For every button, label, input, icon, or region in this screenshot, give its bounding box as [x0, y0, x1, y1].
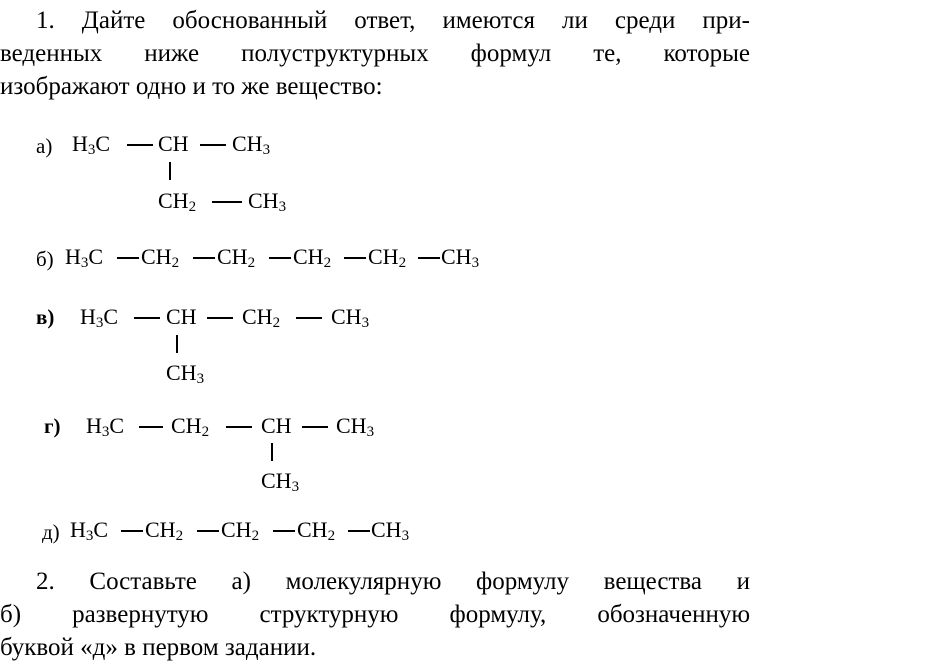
- formula-v-bond-2: [207, 317, 233, 319]
- formula-v-atom-3: $CH_2$: [242, 304, 281, 331]
- formula-g-atom-2: $CH_2$: [171, 413, 210, 440]
- formula-b-bond-5: [418, 257, 440, 259]
- formula-b-label: б): [36, 247, 54, 271]
- formula-b-atom-3: $CH_2$: [217, 244, 256, 271]
- formula-g-atom-1: $H_3C$: [86, 413, 125, 440]
- formula-a-bond-2: [200, 144, 226, 146]
- formula-b-bond-4: [344, 257, 366, 259]
- task-2-text: [0, 565, 750, 664]
- formula-v-atom-4: $CH_3$: [331, 304, 370, 331]
- formula-g-atom-3: CH: [261, 413, 292, 438]
- formula-a-atom-1: $H_3C$: [72, 131, 111, 158]
- formula-g-atom-5: $CH_3$: [261, 468, 300, 495]
- task-2-line-2: б) развернутую структурную формулу, обозначенную: [0, 601, 750, 628]
- formula-g-label: г): [44, 414, 61, 438]
- formula-b-atom-5: $CH_2$: [368, 244, 407, 271]
- formula-b-atom-1: $H_3C$: [65, 244, 104, 271]
- formula-v-bond-4: [176, 335, 178, 353]
- task-1-text: [0, 4, 750, 103]
- formula-d-bond-3: [273, 530, 295, 532]
- formula-d-atom-3: $CH_2$: [221, 517, 260, 544]
- formula-v-atom-1: $H_3C$: [80, 304, 119, 331]
- task-2-line-1: 2. Составьте а) молекулярную формулу вещества и: [36, 568, 750, 595]
- task-1-line-1: 1. Дайте обоснованный ответ, имеются ли среди при-: [36, 7, 750, 34]
- formula-g-bond-3: [302, 426, 328, 428]
- formula-b-bond-2: [193, 257, 215, 259]
- formula-v-bond-1: [134, 317, 160, 319]
- formula-v-atom-5: $CH_3$: [166, 360, 205, 387]
- task-1-line-3: изображают одно и то же вещество:: [0, 73, 383, 100]
- formula-d-atom-4: $CH_2$: [297, 517, 336, 544]
- formula-b-bond-1: [117, 257, 139, 259]
- formula-a-bond-1: [127, 144, 153, 146]
- formula-b-bond-3: [269, 257, 291, 259]
- formula-d-bond-1: [121, 530, 143, 532]
- formula-g-bond-1: [139, 426, 163, 428]
- formula-a-atom-3: $CH_3$: [232, 131, 271, 158]
- task-2-line-3: буквой «д» в первом задании.: [0, 634, 317, 661]
- formula-d-atom-1: $H_3C$: [70, 517, 109, 544]
- task-1-line-2: веденных ниже полуструктурных формул те, которые: [0, 40, 750, 67]
- formula-v-label: в): [36, 305, 55, 329]
- formula-g-bond-2: [226, 426, 252, 428]
- formula-a-atom-4: $CH_2$: [158, 188, 197, 215]
- formula-v-bond-3: [296, 317, 322, 319]
- formula-a-bond-4: [212, 201, 242, 203]
- formula-b-atom-2: $CH_2$: [141, 244, 180, 271]
- formula-d-bond-2: [197, 530, 219, 532]
- formula-d-atom-2: $CH_2$: [145, 517, 184, 544]
- formula-a-atom-2: CH: [158, 131, 189, 156]
- formula-g-atom-4: $CH_3$: [336, 413, 375, 440]
- formula-d-bond-4: [348, 530, 370, 532]
- formula-b-atom-6: $CH_3$: [441, 244, 480, 271]
- formula-d-label: д): [42, 520, 60, 544]
- formula-a-bond-3: [169, 162, 171, 180]
- formula-b-atom-4: $CH_2$: [293, 244, 332, 271]
- formula-d-atom-5: $CH_3$: [371, 517, 410, 544]
- formula-v-atom-2: CH: [166, 304, 197, 329]
- formula-a-atom-5: $CH_3$: [248, 188, 287, 215]
- formula-a-label: а): [36, 134, 53, 158]
- formula-g-bond-4: [271, 443, 273, 461]
